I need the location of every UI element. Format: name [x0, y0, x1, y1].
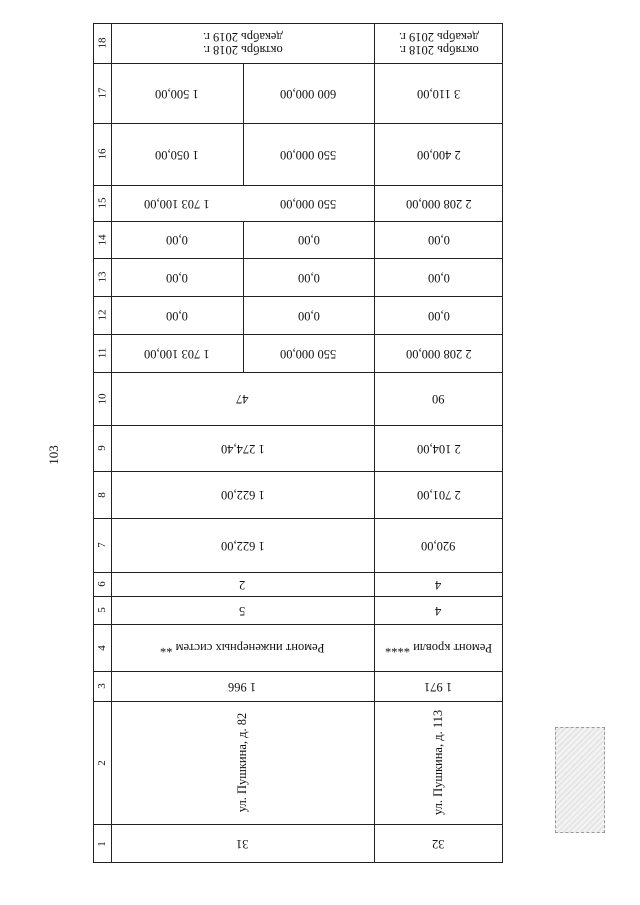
- value-cell: 4: [435, 577, 442, 592]
- row-number-cell: 32: [432, 837, 445, 851]
- value-cell: 550 000,00: [280, 196, 337, 211]
- value-cell: 0,00: [297, 270, 320, 285]
- address-cell: ул. Пушкина, д. 113: [431, 709, 445, 816]
- column-number: 13: [96, 271, 108, 283]
- column-number: 18: [96, 37, 108, 49]
- address-cell: ул. Пушкина, д. 82: [234, 712, 249, 813]
- value-cell: 0,00: [427, 308, 450, 323]
- column-number: 17: [96, 87, 108, 99]
- value-cell: 2 208 000,00: [405, 196, 472, 211]
- column-number: 11: [96, 347, 108, 359]
- value-cell: 1 703 100,00: [144, 346, 210, 361]
- value-cell: 1 274,40: [220, 441, 265, 456]
- value-cell: 0,00: [166, 233, 188, 247]
- period-cell: октябрь 2018 г. декабрь 2019 г.: [202, 30, 283, 57]
- value-cell: 1 622,00: [220, 538, 265, 553]
- column-number: 10: [96, 393, 108, 404]
- year-cell: 1 971: [424, 679, 453, 694]
- column-number: 5: [96, 607, 108, 613]
- column-number: 16: [96, 148, 108, 160]
- value-cell: 0,00: [166, 308, 188, 323]
- value-cell: 1 703 100,00: [144, 196, 210, 211]
- column-number: 2: [96, 759, 108, 766]
- value-cell: 920,00: [421, 538, 456, 553]
- value-cell: 1 500,00: [155, 86, 199, 101]
- value-cell: 1 622,00: [220, 488, 265, 502]
- row-number-cell: 31: [236, 837, 249, 851]
- value-cell: 2 208 000,00: [405, 346, 472, 361]
- value-cell: 47: [236, 392, 249, 406]
- column-number: 1: [96, 840, 108, 847]
- year-cell: 1 966: [228, 679, 257, 694]
- period-cell: октябрь 2018 г. декабрь 2019 г.: [398, 30, 479, 57]
- column-number: 8: [96, 491, 108, 498]
- stamp-mark: [555, 727, 605, 833]
- value-cell: 3 110,00: [416, 86, 461, 101]
- work-type-cell: Ремонт инженерных систем **: [160, 641, 325, 655]
- work-type-cell: Ремонт кровли ****: [384, 641, 493, 655]
- value-cell: 5: [239, 603, 246, 618]
- value-cell: 90: [432, 392, 445, 406]
- value-cell: 550 000,00: [280, 147, 337, 162]
- value-cell: 0,00: [427, 270, 450, 285]
- value-cell: 0,00: [297, 233, 320, 247]
- page-number: 103: [46, 445, 61, 465]
- column-number: 9: [96, 445, 108, 451]
- column-number: 15: [96, 197, 108, 209]
- value-cell: 0,00: [297, 308, 320, 323]
- value-cell: 2 701,00: [416, 488, 461, 502]
- value-cell: 2 104,00: [416, 441, 461, 456]
- value-cell: 2 400,00: [416, 147, 461, 162]
- value-cell: 1 050,00: [155, 147, 199, 162]
- value-cell: 550 000,00: [280, 346, 337, 361]
- column-number: 12: [96, 309, 108, 321]
- value-cell: 0,00: [427, 233, 450, 247]
- column-number: 4: [96, 644, 108, 651]
- column-number: 3: [96, 683, 108, 689]
- value-cell: 600 000,00: [280, 86, 337, 101]
- value-cell: 0,00: [166, 270, 188, 285]
- value-cell: 2: [239, 577, 246, 592]
- column-number: 14: [96, 234, 108, 245]
- column-number: 6: [96, 581, 108, 587]
- column-number: 7: [96, 542, 108, 548]
- value-cell: 4: [435, 603, 442, 618]
